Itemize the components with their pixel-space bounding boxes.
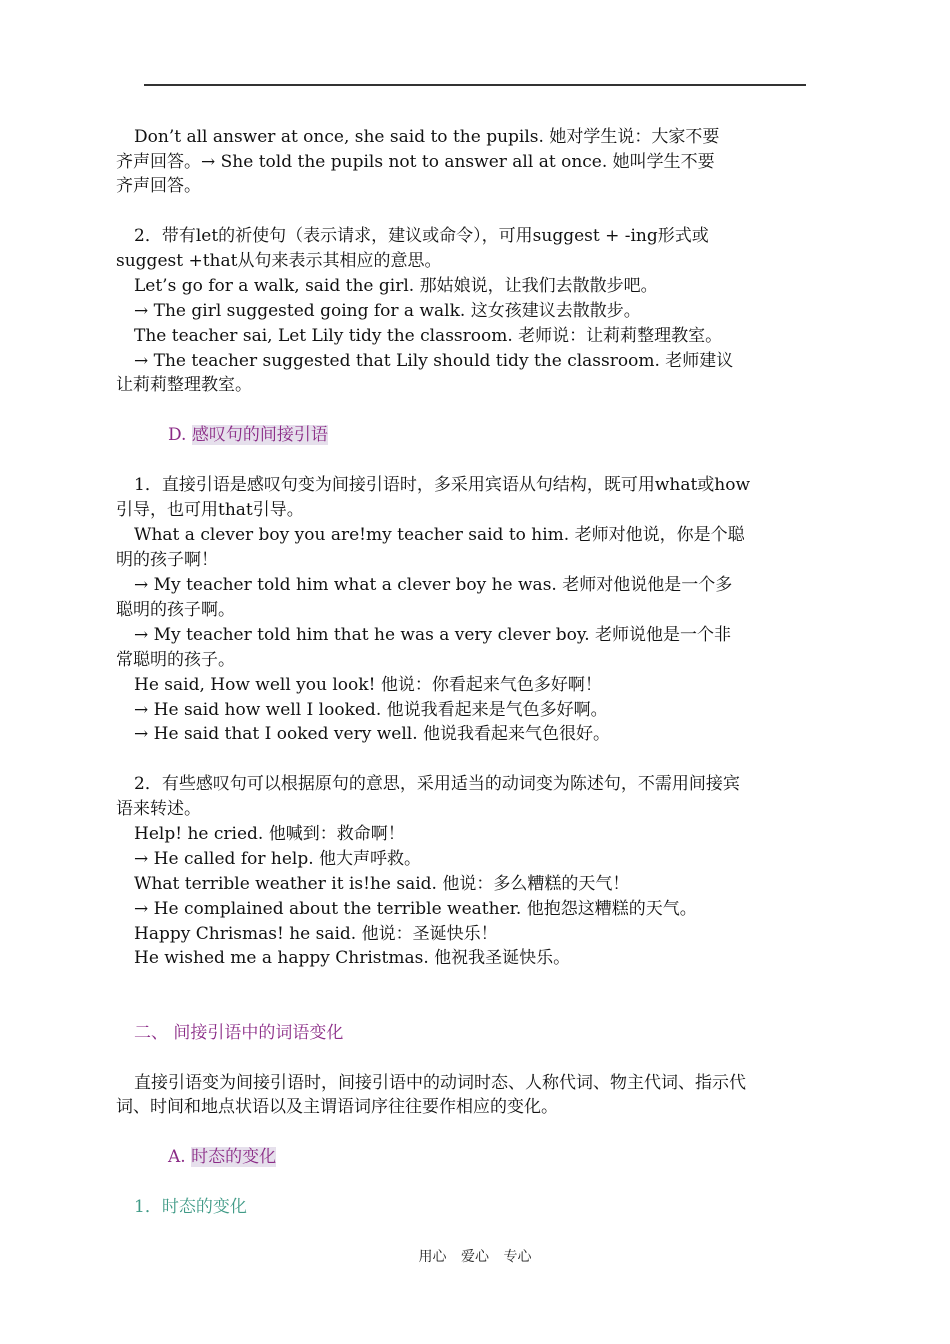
text-line: Don’t all answer at once, she said to the pupils. 她对学生说：大家不要 <box>134 127 720 147</box>
page-footer: 用心 爱心 专心 <box>418 1249 532 1265</box>
text-line: 常聪明的孩子。 <box>116 650 235 670</box>
heading-d <box>168 423 868 447</box>
text-line: He said, How well you look! 他说：你看起来气色多好啊！ <box>134 675 602 695</box>
text-line: suggest +that从句来表示其相应的意思。 <box>116 251 442 271</box>
text-line: 2．有些感叹句可以根据原句的意思，采用适当的动词变为陈述句，不需用间接宾 <box>134 774 740 794</box>
text-line: 词、时间和地点状语以及主谓语词序往往要作相应的变化。 <box>116 1097 558 1117</box>
text-line: 语来转述。 <box>116 799 201 819</box>
text-line: He wished me a happy Christmas. 他祝我圣诞快乐。 <box>134 948 571 968</box>
text-line: 直接引语变为间接引语时，间接引语中的动词时态、人称代词、物主代词、指示代 <box>134 1073 746 1093</box>
subheading: 1．时态的变化 <box>134 1197 247 1217</box>
heading-a-title: 时态的变化 <box>191 1147 277 1167</box>
text-line: 引导，也可用that引导。 <box>116 500 304 520</box>
text-line: → The girl suggested going for a walk. 这女孩建议去散散步。 <box>134 301 641 321</box>
heading-a-prefix: A. <box>168 1147 186 1167</box>
text-line: Happy Chrismas! he said. 他说：圣诞快乐！ <box>134 924 498 944</box>
text-line: Help! he cried. 他喊到：救命啊！ <box>134 824 405 844</box>
text-line: → The teacher suggested that Lily should tidy the classroom. 老师建议 <box>134 351 734 371</box>
text-line: → My teacher told him what a clever boy he was. 老师对他说他是一个多 <box>134 575 733 595</box>
header-rule <box>144 84 806 86</box>
text-line: → He said that I ooked very well. 他说我看起来气色很好。 <box>134 724 610 744</box>
heading-d-prefix: D. <box>168 425 187 445</box>
text-line: → He called for help. 他大声呼救。 <box>134 849 422 869</box>
text-line: Let’s go for a walk, said the girl. 那姑娘说，让我们去散散步吧。 <box>134 276 658 296</box>
heading-a <box>168 1145 868 1169</box>
text-line: → He said how well I looked. 他说我看起来是气色多好啊。 <box>134 700 608 720</box>
heading-d-title: 感叹句的间接引语 <box>191 425 328 445</box>
text-line: What terrible weather it is!he said. 他说：多么糟糕的天气！ <box>134 874 630 894</box>
text-line: 让莉莉整理教室。 <box>116 375 252 395</box>
text-line: 明的孩子啊！ <box>116 550 218 570</box>
text-line: 1．直接引语是感叹句变为间接引语时，多采用宾语从句结构，既可用what或how <box>134 475 751 495</box>
text-line: → My teacher told him that he was a very clever boy. 老师说他是一个非 <box>134 625 732 645</box>
text-line: → He complained about the terrible weather. 他抱怨这糟糕的天气。 <box>134 899 697 919</box>
text-line: The teacher sai, Let Lily tidy the classroom. 老师说：让莉莉整理教室。 <box>134 326 723 346</box>
text-line: 聪明的孩子啊。 <box>116 600 235 620</box>
section-heading: 二、 间接引语中的词语变化 <box>134 1023 344 1043</box>
text-line: 齐声回答。→ She told the pupils not to answer all at once. 她叫学生不要 <box>116 152 715 172</box>
text-line: What a clever boy you are!my teacher said to him. 老师对他说，你是个聪 <box>134 525 745 545</box>
text-line: 齐声回答。 <box>116 176 201 196</box>
text-line: 2．带有let的祈使句（表示请求，建议或命令），可用suggest + -ing形式或 <box>134 226 709 246</box>
